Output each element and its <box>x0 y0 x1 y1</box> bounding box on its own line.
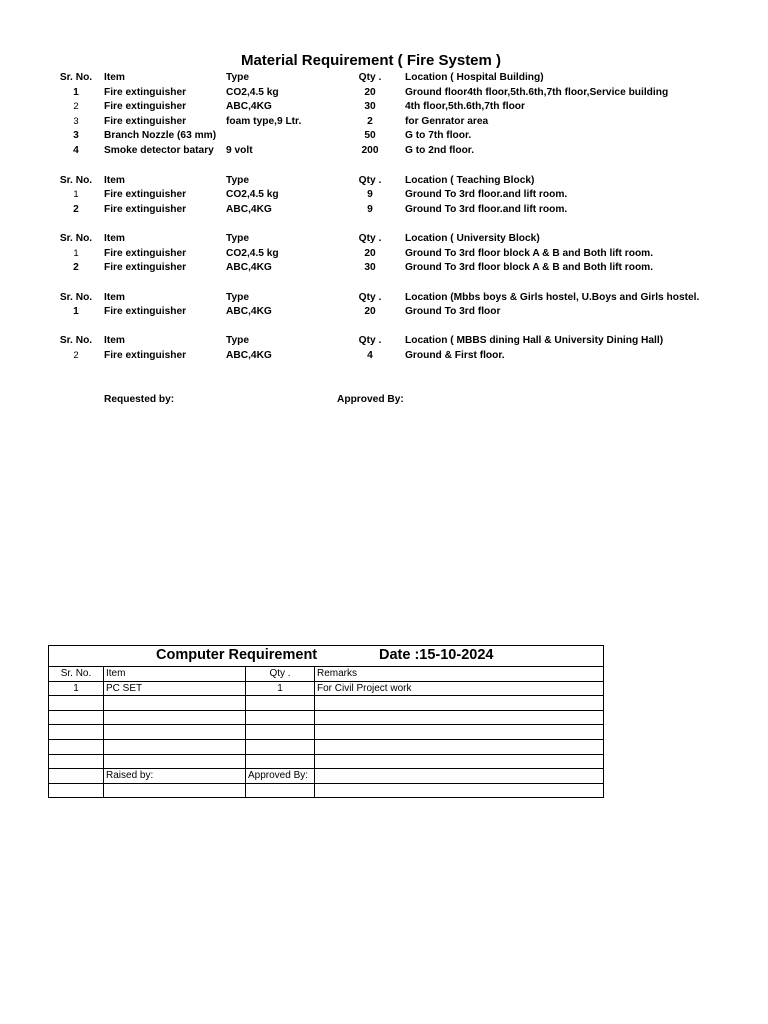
material-row <box>56 130 716 145</box>
qty-cell <box>246 739 315 754</box>
sr-no-cell <box>49 710 104 725</box>
sr-no-header: Sr. No. <box>49 667 104 682</box>
item-header: Item <box>104 174 125 186</box>
type-header: Type <box>226 233 250 244</box>
location: Ground To 3rd floor block A & B and Both lift room. <box>405 262 654 273</box>
material-row <box>56 204 716 219</box>
item: Smoke detector batary <box>104 144 214 156</box>
location-header: Location ( Hospital Building) <box>405 72 544 83</box>
qty: 50 <box>364 130 376 141</box>
qty-header: Qty . <box>358 72 382 83</box>
remarks-cell: For Civil Project work <box>315 681 604 696</box>
sr-no: 3 <box>73 130 79 141</box>
location: G to 2nd floor. <box>405 144 475 156</box>
material-row <box>56 87 716 102</box>
type: CO2,4.5 kg <box>226 86 279 98</box>
type-header: Type <box>226 335 250 346</box>
sr-no-cell: 1 <box>49 681 104 696</box>
material-row <box>56 145 716 160</box>
remarks-header: Remarks <box>315 667 604 682</box>
section-header-row <box>56 175 716 190</box>
location: for Genrator area <box>405 115 489 127</box>
material-row <box>56 350 716 365</box>
empty-cell <box>49 783 104 798</box>
qty: 2 <box>367 115 373 127</box>
type: ABC,4KG <box>226 349 272 361</box>
signature-row <box>49 769 604 784</box>
material-requirement-title: Material Requirement ( Fire System ) <box>240 52 502 69</box>
sr-no: 1 <box>73 189 79 200</box>
sr-no: 2 <box>73 262 79 273</box>
table-row <box>49 681 604 696</box>
qty-cell <box>246 725 315 740</box>
qty: 20 <box>364 86 376 98</box>
location: 4th floor,5th.6th,7th floor <box>405 101 525 112</box>
material-row <box>56 116 716 131</box>
sr-no-cell <box>49 754 104 769</box>
item: Fire extinguisher <box>104 247 187 259</box>
sr-no: 2 <box>73 349 79 361</box>
type: ABC,4KG <box>226 203 272 215</box>
section-header-row <box>56 72 716 87</box>
computer-requirement-table <box>48 645 604 798</box>
location: Ground To 3rd floor.and lift room. <box>405 203 568 215</box>
material-row <box>56 101 716 116</box>
qty: 20 <box>364 306 376 317</box>
item: Fire extinguisher <box>104 189 187 200</box>
item-header: Item <box>104 335 125 346</box>
computer-requirement-title: Computer Requirement <box>156 647 318 663</box>
location: Ground floor4th floor,5th.6th,7th floor,Service building <box>405 86 669 98</box>
qty-cell <box>246 710 315 725</box>
remarks-cell <box>315 710 604 725</box>
qty: 20 <box>364 247 376 259</box>
item-cell <box>104 725 246 740</box>
empty-cell <box>246 783 315 798</box>
location: Ground To 3rd floor.and lift room. <box>405 189 568 200</box>
item-cell <box>104 696 246 711</box>
item-header: Item <box>104 233 125 244</box>
item-cell: PC SET <box>104 681 246 696</box>
qty-header: Qty . <box>358 335 382 346</box>
requirement-date: Date :15-10-2024 <box>379 647 494 663</box>
qty: 30 <box>364 101 376 112</box>
item: Fire extinguisher <box>104 86 187 98</box>
item: Fire extinguisher <box>104 306 187 317</box>
location-header: Location (Mbbs boys & Girls hostel, U.Boys and Girls hostel. <box>405 291 700 303</box>
item: Fire extinguisher <box>104 115 187 127</box>
sr-no-header: Sr. No. <box>59 291 93 303</box>
table-row <box>49 783 604 798</box>
remarks-cell <box>315 754 604 769</box>
material-row <box>56 248 716 263</box>
sr-no: 4 <box>73 144 79 156</box>
qty: 9 <box>367 203 373 215</box>
qty-cell <box>246 754 315 769</box>
table-row <box>49 710 604 725</box>
location: Ground To 3rd floor block A & B and Both lift room. <box>405 247 654 259</box>
item-cell <box>104 754 246 769</box>
qty: 200 <box>361 144 379 156</box>
location-header: Location ( University Block) <box>405 233 540 244</box>
item-header: Item <box>104 667 246 682</box>
sr-no-cell <box>49 696 104 711</box>
computer-requirement-header <box>49 646 604 667</box>
sr-no-header: Sr. No. <box>59 72 93 83</box>
sr-no-header: Sr. No. <box>59 335 93 346</box>
approved-by-label: Approved By: <box>246 769 315 784</box>
section-header-row <box>56 335 716 350</box>
remarks-cell <box>315 696 604 711</box>
type-header: Type <box>226 72 250 83</box>
qty: 30 <box>364 262 376 273</box>
qty-header: Qty . <box>358 291 382 303</box>
type-header: Type <box>226 174 250 186</box>
sr-no: 2 <box>73 101 79 112</box>
location-header: Location ( MBBS dining Hall & University Dining Hall) <box>405 335 664 346</box>
section-header-row <box>56 292 716 307</box>
location-header: Location ( Teaching Block) <box>405 174 535 186</box>
item: Fire extinguisher <box>104 349 187 361</box>
type: ABC,4KG <box>226 262 272 273</box>
sr-no-cell <box>49 739 104 754</box>
item-header: Item <box>104 291 125 303</box>
remarks-cell <box>315 739 604 754</box>
item-header: Item <box>104 72 125 83</box>
qty-header: Qty . <box>358 174 382 186</box>
sr-no-cell <box>49 725 104 740</box>
type: 9 volt <box>226 144 253 156</box>
item: Fire extinguisher <box>104 101 187 112</box>
type: foam type,9 Ltr. <box>226 115 302 127</box>
computer-requirement-header-row <box>49 646 604 667</box>
type: ABC,4KG <box>226 101 272 112</box>
item-cell <box>104 710 246 725</box>
section-header-row <box>56 233 716 248</box>
empty-cell <box>315 769 604 784</box>
sr-no: 1 <box>73 247 79 259</box>
sr-no-header: Sr. No. <box>59 233 93 244</box>
sr-no: 2 <box>73 203 79 215</box>
column-header-row <box>49 667 604 682</box>
table-row <box>49 739 604 754</box>
raised-by-label: Raised by: <box>104 769 246 784</box>
type: CO2,4.5 kg <box>226 189 279 200</box>
qty-header: Qty . <box>246 667 315 682</box>
material-row <box>56 262 716 277</box>
sr-no: 1 <box>73 306 79 317</box>
material-row <box>56 306 716 321</box>
location: Ground & First floor. <box>405 349 505 361</box>
location: Ground To 3rd floor <box>405 306 501 317</box>
sr-no-header: Sr. No. <box>59 174 93 186</box>
empty-cell <box>104 783 246 798</box>
qty: 4 <box>367 349 373 361</box>
empty-cell <box>315 783 604 798</box>
item: Branch Nozzle (63 mm) <box>104 130 217 141</box>
material-row <box>56 189 716 204</box>
item: Fire extinguisher <box>104 203 187 215</box>
table-row <box>49 696 604 711</box>
table-row <box>49 725 604 740</box>
sr-no: 1 <box>73 86 79 98</box>
item-cell <box>104 739 246 754</box>
requested-by-label: Requested by: <box>104 394 175 405</box>
qty: 9 <box>367 189 373 200</box>
remarks-cell <box>315 725 604 740</box>
sr-no: 3 <box>73 115 79 127</box>
item: Fire extinguisher <box>104 262 187 273</box>
empty-cell <box>49 769 104 784</box>
type: CO2,4.5 kg <box>226 247 279 259</box>
qty-cell: 1 <box>246 681 315 696</box>
qty-cell <box>246 696 315 711</box>
qty-header: Qty . <box>358 233 382 244</box>
type-header: Type <box>226 291 250 303</box>
type: ABC,4KG <box>226 306 272 317</box>
approved-by-label: Approved By: <box>337 394 404 405</box>
location: G to 7th floor. <box>405 130 472 141</box>
table-row <box>49 754 604 769</box>
